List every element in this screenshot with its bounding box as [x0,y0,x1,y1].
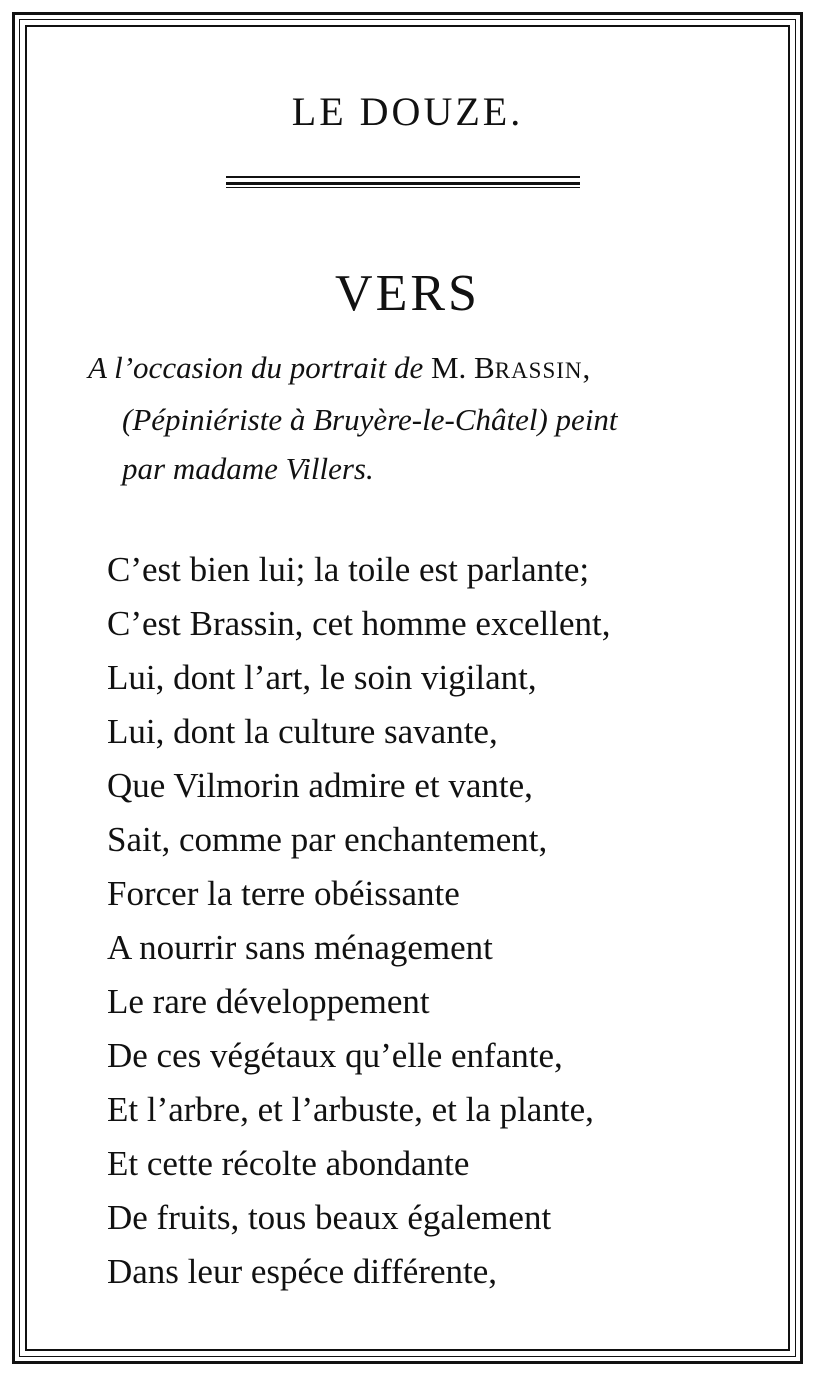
poem-title: VERS [335,265,480,322]
subtitle-name-initial: M. B [430,350,495,385]
subtitle-line-3: par madame Villers. [122,451,374,486]
poem-line: Forcer la terre obéissante [107,874,460,913]
rule-line-middle [226,182,580,185]
poem-line: Sait, comme par enchantement, [107,820,548,859]
rule-line-bottom [226,187,580,188]
poem-line: De ces végétaux qu’elle enfante, [107,1036,563,1075]
subtitle-name-rest: RASSIN [494,358,583,383]
subtitle-line-1-prefix: A l’occasion du portrait de [88,350,424,385]
poem-line: Et cette récolte abondante [107,1144,470,1183]
poem-verses [107,543,787,1299]
poem-line: Et l’arbre, et l’arbuste, et la plante, [107,1090,594,1129]
poem-line: Le rare développement [107,982,430,1021]
poem-line: Dans leur espéce différente, [107,1252,497,1291]
subtitle-line-1 [88,343,768,395]
rule-line-top [226,176,580,178]
poem-line: Lui, dont la culture savante, [107,712,498,751]
subtitle-line-2: (Pépiniériste à Bruyère-le-Châtel) peint [122,402,618,437]
poem-line: A nourrir sans ménagement [107,928,493,967]
section-heading: LE DOUZE. [291,89,524,134]
decorative-rule [226,176,580,188]
poem-line: Lui, dont l’art, le soin vigilant, [107,658,537,697]
poem-line: C’est bien lui; la toile est parlante; [107,550,590,589]
poem-subtitle [88,343,768,493]
subtitle-line-1-suffix: , [582,350,591,385]
poem-line: C’est Brassin, cet homme excellent, [107,604,611,643]
poem-line: Que Vilmorin admire et vante, [107,766,533,805]
poem-line: De fruits, tous beaux également [107,1198,552,1237]
